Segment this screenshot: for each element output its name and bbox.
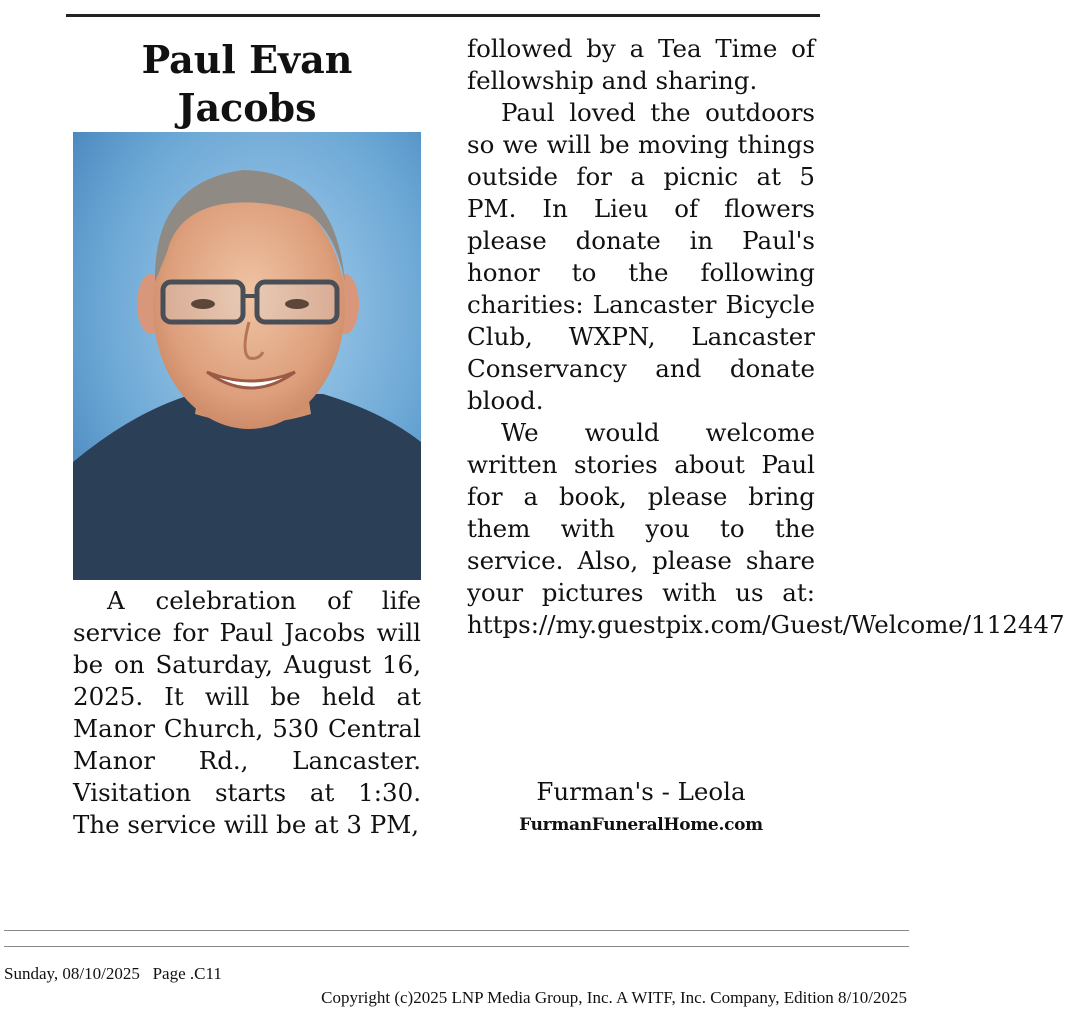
footer-copyright: Copyright (c)2025 LNP Media Group, Inc. A WITF, Inc. Company, Edition 8/10/2025 [321, 988, 907, 1007]
service-paragraph: A celebration of life service for Paul Jacobs will be on Saturday, August 16, 2025. It will be held at Manor Church, 530 Central Manor Rd., Lancaster. Visitation starts at 1:30. The service will be at 3 PM, [73, 586, 421, 839]
footer-rule-bottom [4, 946, 909, 947]
funeral-home-name: Furman's - Leola [536, 777, 746, 806]
stories-paragraph: We would welcome written stories about Paul for a book, please bring them with you to the service. Also, please share your pictures with us at: https://my.guestpix.com/Guest/Welcome/112447 [467, 418, 1065, 639]
obituary-column-2 [467, 33, 1065, 641]
obituary-column-1 [73, 585, 421, 841]
picnic-donation-paragraph: Paul loved the outdoors so we will be moving things outside for a picnic at 5 PM. In Lieu of flowers please donate in Paul's honor to the following charities: Lancaster Bicycle Club, WXPN, Lancaster Conservancy and donate blood. [467, 98, 815, 415]
name-line-2: Jacobs [177, 85, 317, 130]
funeral-home-website: FurmanFuneralHome.com [519, 815, 763, 835]
continuation-paragraph: followed by a Tea Time of fellowship and sharing. [467, 34, 815, 95]
footer-date-page: Sunday, 08/10/2025 Page .C11 [4, 964, 222, 983]
portrait-photo [73, 132, 421, 580]
top-rule [66, 14, 820, 17]
footer-rule-top [4, 930, 909, 931]
name-line-1: Paul Evan [141, 37, 353, 82]
obituary-title [72, 36, 422, 132]
